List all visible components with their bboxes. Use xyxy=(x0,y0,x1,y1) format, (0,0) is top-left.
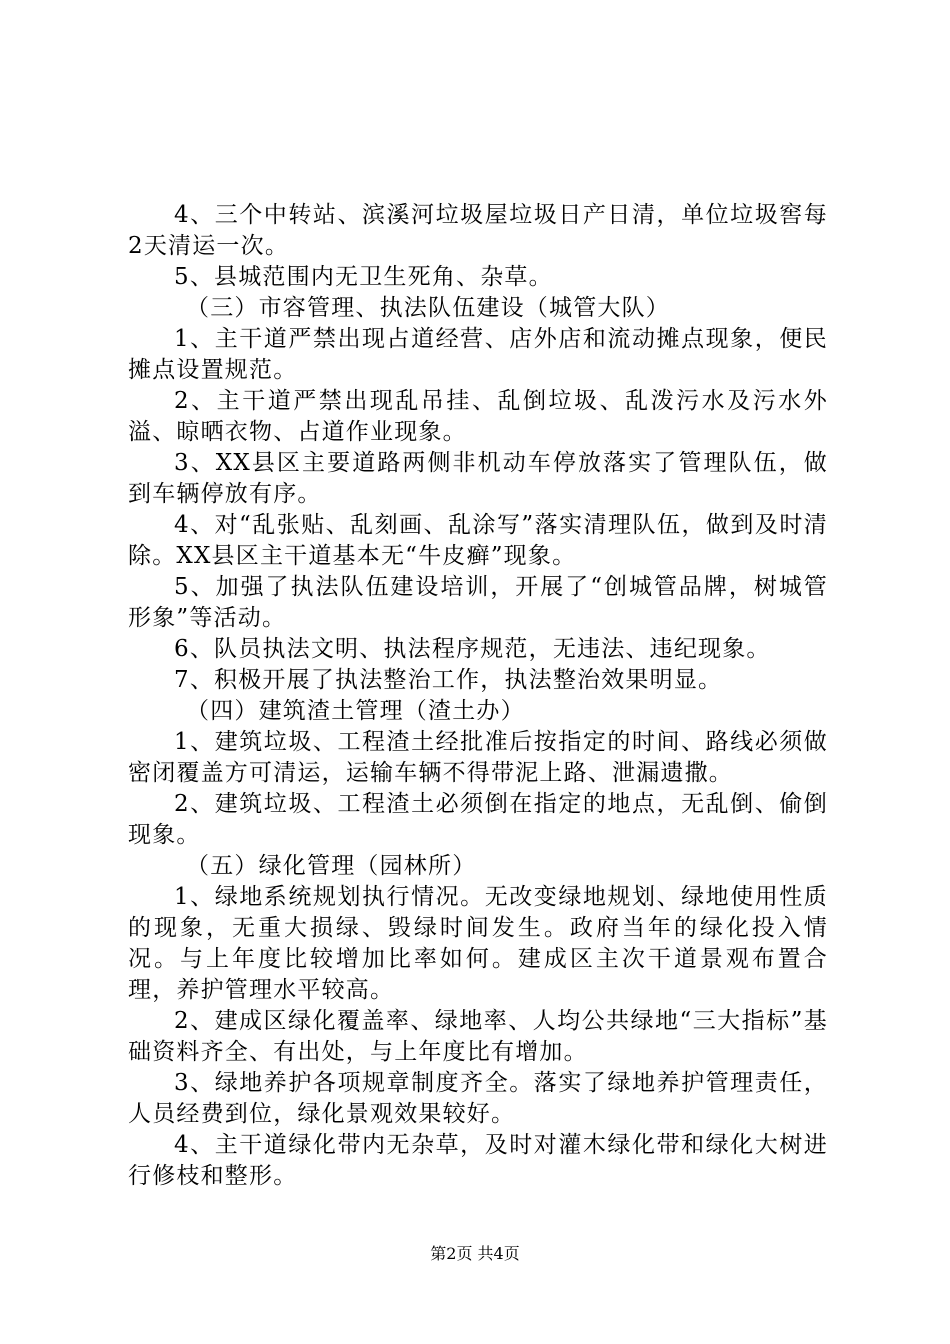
paragraph: 1、绿地系统规划执行情况。无改变绿地规划、绿地使用性质的现象，无重大损绿、毁绿时间发生。政府当年的绿化投入情况。与上年度比较增加比率如何。建成区主次干道景观布置合理，养护管理水平较高。 xyxy=(128,884,828,1003)
paragraph: 4、三个中转站、滨溪河垃圾屋垃圾日产日清，单位垃圾窖每2天清运一次。 xyxy=(128,202,828,259)
section-heading: （五）绿化管理（园林所） xyxy=(186,853,477,879)
paragraph: 5、县城范围内无卫生死角、杂草。 xyxy=(174,264,553,290)
paragraph: 2、主干道严禁出现乱吊挂、乱倒垃圾、乱泼污水及污水外溢、晾晒衣物、占道作业现象。 xyxy=(128,388,828,445)
document-body xyxy=(128,200,828,1192)
paragraph: 2、建成区绿化覆盖率、绿地率、人均公共绿地“三大指标”基础资料齐全、有出处，与上年度比有增加。 xyxy=(128,1008,828,1065)
paragraph: 6、队员执法文明、执法程序规范，无违法、违纪现象。 xyxy=(174,636,771,662)
section-heading: （四）建筑渣土管理（渣土办） xyxy=(186,698,525,724)
page-footer xyxy=(0,1244,950,1264)
paragraph: 2、建筑垃圾、工程渣土必须倒在指定的地点，无乱倒、偷倒现象。 xyxy=(128,791,828,848)
paragraph: 3、XX县区主要道路两侧非机动车停放落实了管理队伍，做到车辆停放有序。 xyxy=(128,450,828,507)
paragraph: 3、绿地养护各项规章制度齐全。落实了绿地养护管理责任，人员经费到位，绿化景观效果较好。 xyxy=(128,1070,828,1127)
section-heading: （三）市容管理、执法队伍建设（城管大队） xyxy=(186,295,670,321)
paragraph: 4、主干道绿化带内无杂草，及时对灌木绿化带和绿化大树进行修枝和整形。 xyxy=(128,1132,828,1189)
paragraph: 7、积极开展了执法整治工作，执法整治效果明显。 xyxy=(174,667,723,693)
paragraph: 4、对“乱张贴、乱刻画、乱涂写”落实清理队伍，做到及时清除。XX县区主干道基本无“牛皮癣”现象。 xyxy=(128,512,828,569)
paragraph: 5、加强了执法队伍建设培训，开展了“创城管品牌，树城管形象”等活动。 xyxy=(128,574,828,631)
page-number: 第2页 共4页 xyxy=(430,1244,520,1263)
paragraph: 1、主干道严禁出现占道经营、店外店和流动摊点现象，便民摊点设置规范。 xyxy=(128,326,828,383)
paragraph: 1、建筑垃圾、工程渣土经批准后按指定的时间、路线必须做密闭覆盖方可清运，运输车辆不得带泥上路、泄漏遗撒。 xyxy=(128,729,828,786)
